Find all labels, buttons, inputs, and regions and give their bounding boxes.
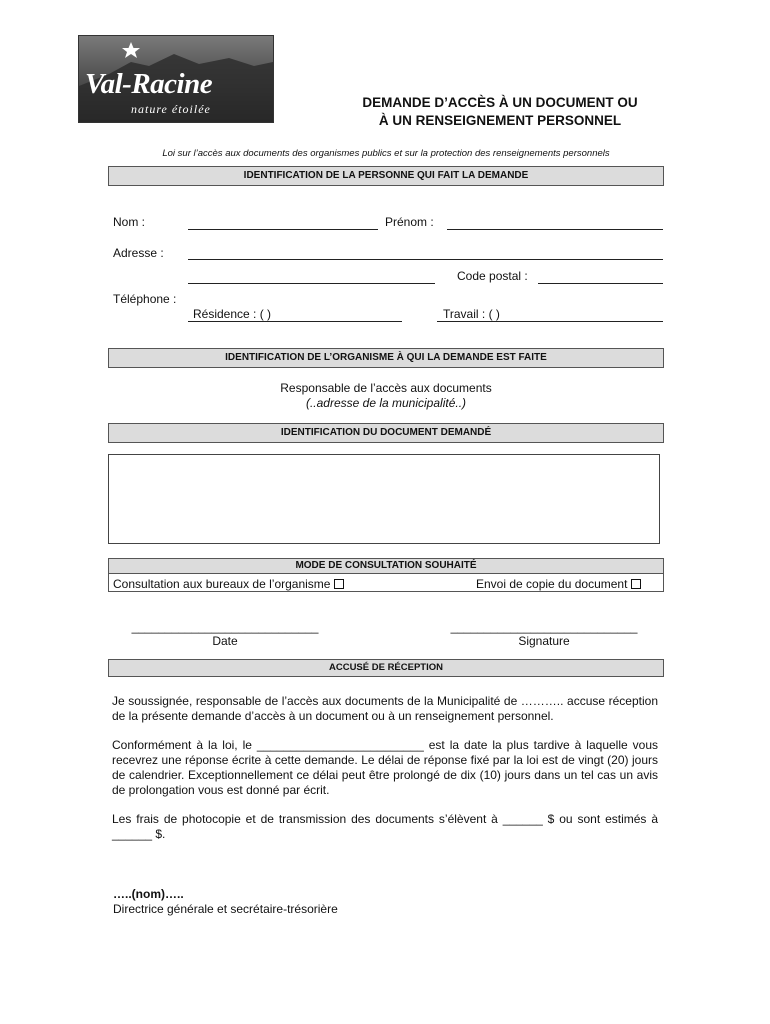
telephone-label: Téléphone : [113,292,177,306]
receipt-paragraph-2: Conformément à la loi, le _________________________ est la date la plus tardive à laquelle vous recevrez une réponse écrite à cette demande. Le délai de réponse fixé par la loi est de vingt (20) jours de calendrier. Exceptionnellement ce délai peut être prolongé de dix (10) jours dans un tel cas un avis de prolongation vous est donné par écrit. [112,738,658,797]
section-heading-document: IDENTIFICATION DU DOCUMENT DEMANDÉ [108,423,664,443]
option-copie-label: Envoi de copie du document [476,577,628,591]
travail-phone-field[interactable] [437,321,663,322]
title-line-1: DEMANDE D’ACCÈS À UN DOCUMENT OU [362,95,638,110]
responsable-text: Responsable de l’accès aux documents [280,381,492,395]
logo-tagline: nature étoilée [131,102,211,116]
section-heading-receipt: ACCUSÉ DE RÉCEPTION [108,659,664,677]
nom-field[interactable] [188,229,378,230]
receipt-paragraph-3: Les frais de photocopie et de transmission des documents s’élèvent à ______ $ ou sont estimés à ______ $. [112,812,658,841]
date-label: Date [212,634,238,648]
prenom-label: Prénom : [385,215,434,229]
residence-label: Résidence : ( ) [193,307,272,321]
option-consultation-label: Consultation aux bureaux de l’organisme [113,577,331,591]
receipt-paragraph-1: Je soussignée, responsable de l’accès aux documents de la Municipalité de ……….. accuse réception de la présente demande d’accès à un document ou à un renseignement personnel. [112,694,658,723]
code-postal-field[interactable] [538,283,663,284]
copie-checkbox[interactable] [631,579,641,589]
adresse-label: Adresse : [113,246,164,260]
document-description-box[interactable] [108,454,660,544]
consultation-checkbox[interactable] [334,579,344,589]
signature-blank[interactable]: ____________________________ [450,620,638,634]
municipality-logo [78,35,274,123]
law-reference: Loi sur l’accès aux documents des organismes publics et sur la protection des renseignements personnels [162,148,610,159]
adresse-field-line-2[interactable] [188,283,435,284]
signature-label: Signature [518,634,570,648]
municipality-address: (..adresse de la municipalité..) [305,396,467,410]
section-heading-mode: MODE DE CONSULTATION SOUHAITÉ [108,558,664,574]
nom-label: Nom : [113,215,146,229]
logo-name: Val-Racine [85,68,213,100]
option-copie[interactable] [476,577,641,591]
document-title [330,94,670,130]
section-heading-organism: IDENTIFICATION DE L’ORGANISME À QUI LA DEMANDE EST FAITE [108,348,664,368]
title-line-2: À UN RENSEIGNEMENT PERSONNEL [378,113,622,128]
residence-phone-field[interactable] [188,321,402,322]
travail-label: Travail : ( ) [443,307,500,321]
signer-name: …..(nom)….. [113,887,184,901]
code-postal-label: Code postal : [457,269,528,283]
signer-title: Directrice générale et secrétaire-trésorière [113,902,338,916]
star-icon [122,42,140,58]
option-consultation[interactable] [113,577,344,591]
adresse-field-line-1[interactable] [188,259,663,260]
section-heading-requester: IDENTIFICATION DE LA PERSONNE QUI FAIT LA DEMANDE [108,166,664,186]
prenom-field[interactable] [447,229,663,230]
date-blank[interactable]: ____________________________ [131,620,319,634]
